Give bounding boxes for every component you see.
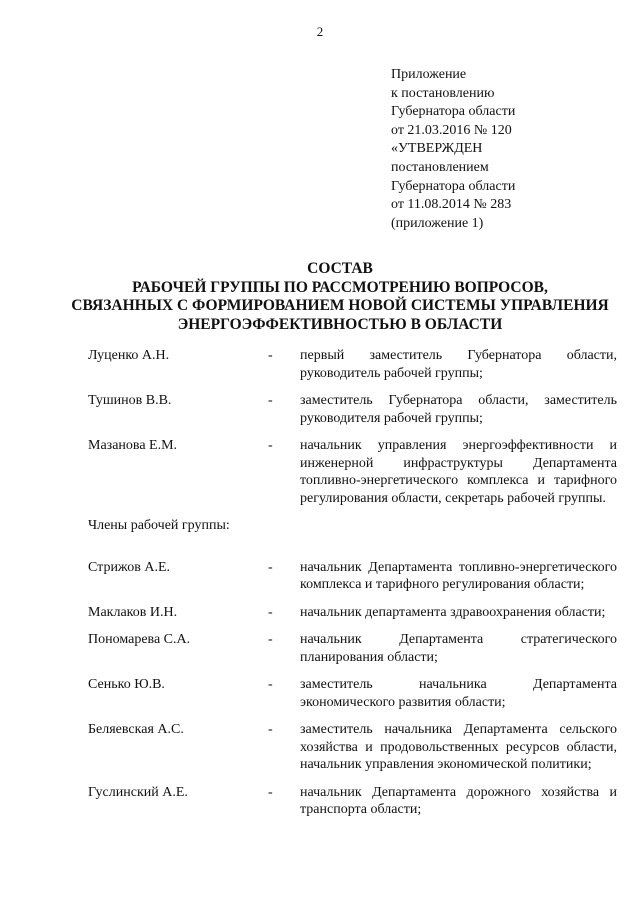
title-line: РАБОЧЕЙ ГРУППЫ ПО РАССМОТРЕНИЮ ВОПРОСОВ, bbox=[132, 278, 548, 296]
document-title bbox=[40, 260, 640, 334]
member-name: Гуслинский А.Е. bbox=[88, 784, 188, 800]
member-row bbox=[88, 604, 618, 622]
member-row bbox=[88, 721, 618, 774]
member-dash: - bbox=[268, 348, 273, 363]
member-dash: - bbox=[268, 677, 273, 692]
appendix-line: постановлением bbox=[391, 159, 489, 175]
member-dash: - bbox=[268, 559, 273, 575]
member-dash: - bbox=[268, 784, 273, 800]
member-role: заместитель начальника Департамента сельского хозяйства и продовольственных ресурсов области, начальник управления экономической политики; bbox=[300, 722, 617, 772]
member-role: начальник Департамента топливно-энергетического комплекса и тарифного регулирования области; bbox=[300, 559, 617, 592]
member-name: Мазанова Е.М. bbox=[88, 438, 178, 453]
member-name: Стрижов А.Е. bbox=[88, 559, 171, 575]
member-name: Маклаков И.Н. bbox=[88, 604, 178, 620]
member-name: Луценко А.Н. bbox=[88, 348, 170, 363]
appendix-line: (приложение 1) bbox=[391, 215, 484, 231]
member-dash: - bbox=[268, 632, 273, 647]
appendix-line: от 11.08.2014 № 283 bbox=[391, 197, 512, 213]
member-role: заместитель начальника Департамента экономического развития области; bbox=[300, 677, 617, 710]
member-row bbox=[88, 631, 618, 666]
members-section-label: Члены рабочей группы: bbox=[88, 518, 230, 533]
member-role: начальник Департамента дорожного хозяйства и транспорта области; bbox=[300, 784, 617, 817]
member-role: первый заместитель Губернатора области, руководитель рабочей группы; bbox=[300, 348, 617, 381]
member-dash: - bbox=[268, 438, 273, 453]
appendix-block bbox=[391, 66, 515, 233]
appendix-line: Губернатора области bbox=[391, 104, 516, 120]
member-dash: - bbox=[268, 604, 273, 620]
member-row bbox=[88, 676, 618, 711]
member-dash: - bbox=[268, 393, 273, 408]
member-name: Сенько Ю.В. bbox=[88, 677, 165, 692]
member-role: заместитель Губернатора области, заместитель руководителя рабочей группы; bbox=[300, 393, 617, 426]
member-row bbox=[88, 559, 618, 594]
appendix-line: от 21.03.2016 № 120 bbox=[391, 122, 512, 138]
member-row bbox=[88, 392, 618, 427]
appendix-line: Губернатора области bbox=[391, 178, 516, 194]
page-number: 2 bbox=[316, 24, 324, 39]
member-row bbox=[88, 784, 618, 819]
member-dash: - bbox=[268, 722, 273, 737]
composition-list bbox=[88, 347, 618, 829]
member-name: Пономарева С.А. bbox=[88, 632, 191, 647]
member-row bbox=[88, 437, 618, 507]
member-role: начальник департамента здравоохранения области; bbox=[300, 604, 606, 620]
title-line: СВЯЗАННЫХ С ФОРМИРОВАНИЕМ НОВОЙ СИСТЕМЫ УПРАВЛЕНИЯ bbox=[71, 297, 609, 314]
appendix-line: к постановлению bbox=[391, 85, 495, 101]
title-line: ЭНЕРГОЭФФЕКТИВНОСТЬЮ В ОБЛАСТИ bbox=[177, 315, 503, 333]
title-line: СОСТАВ bbox=[307, 260, 373, 277]
member-name: Беляевская А.С. bbox=[88, 722, 184, 737]
appendix-line: «УТВЕРЖДЕН bbox=[391, 141, 483, 157]
member-row bbox=[88, 347, 618, 382]
member-role: начальник управления энергоэффективности и инженерной инфраструктуры Департамента топливно-энергетического комплекса и тарифного регулирования области, секретарь рабочей группы. bbox=[300, 438, 617, 506]
member-role: начальник Департамента стратегического планирования области; bbox=[300, 632, 617, 665]
appendix-line: Приложение bbox=[391, 67, 467, 82]
member-name: Тушинов В.В. bbox=[88, 393, 172, 408]
